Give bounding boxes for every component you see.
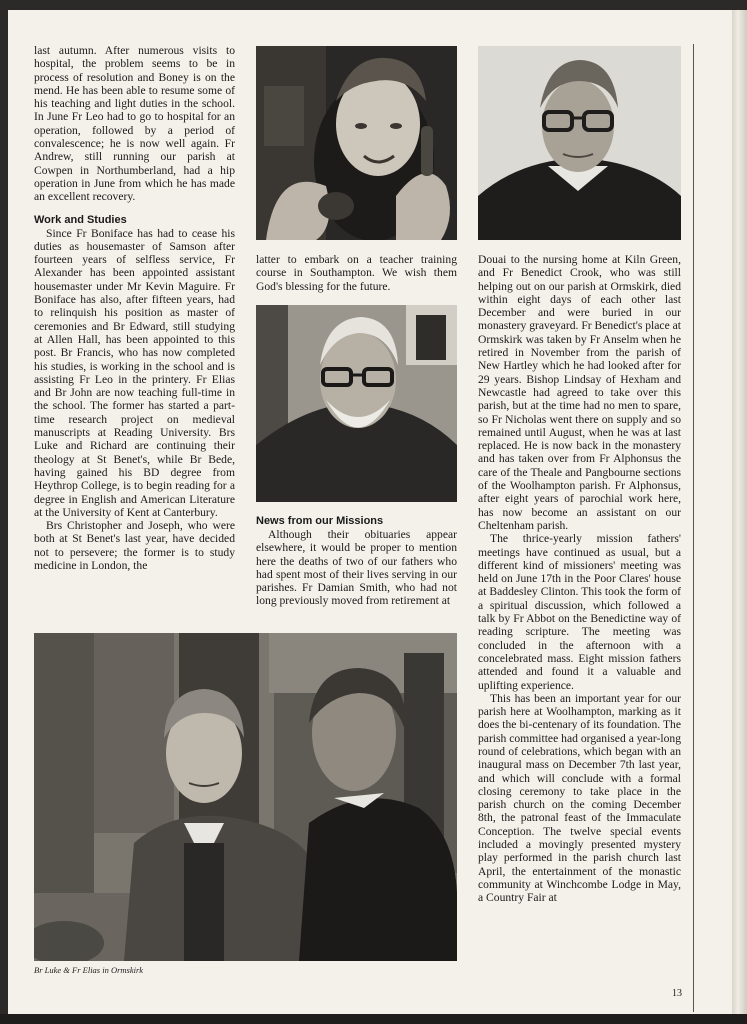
column-rule bbox=[693, 44, 694, 1012]
section-heading-work-studies: Work and Studies bbox=[34, 213, 127, 226]
column-1 bbox=[34, 44, 235, 572]
photo-elderly-man-glasses bbox=[478, 46, 681, 240]
column-3 bbox=[478, 253, 681, 905]
col1-paragraph-3: Brs Christopher and Joseph, who were both at St Benet's last year, have decided not to persevere; the former is to study medicine in London, the bbox=[34, 519, 235, 572]
column-2-top bbox=[256, 253, 457, 293]
photo-man-on-telephone bbox=[256, 46, 457, 240]
photo-caption: Br Luke & Fr Elias in Ormskirk bbox=[34, 965, 144, 975]
col3-paragraph-1: Douai to the nursing home at Kiln Green, and Fr Benedict Crook, who was still helping out on our parish at Ormskirk, died within eight days of each other last December and were buried in our monastery graveyard. Fr Benedict's place at Ormskirk was taken by Fr Anselm when he retired in November from the parish of New Hartley which he had looked after for 29 years. Bishop Lindsay of Hexham and Newcastle had agreed to take over this parish, but at the time had no men to spare, so Fr Nicholas went there on supply and so remained until August, when he was at last replaced. He is now back in the monastery and has taken over from Fr Alphonsus the care of the Theale and Pangbourne sections of the Woolhampton parish. Fr Alphonsus, after eight years of parochial work here, has now become an assistant on our Cheltenham parish. bbox=[478, 253, 681, 532]
col3-paragraph-3: This has been an important year for our parish here at Woolhampton, marking as it does the bi-centenary of its foundation. The parish committee had organised a year-long round of celebrations, which began with an inaugural mass on December 7th last year, and which will conclude with a formal closing ceremony to take place in the parish church on the coming December 8th, the patronal feast of the Immaculate Conception. The twelve special events included a movingly presented mystery play performed in the parish church last April, the entertainment of the monastic community at Winchcombe Lodge in May, a Country Fair at bbox=[478, 691, 681, 905]
photo-br-luke-fr-elias bbox=[34, 633, 457, 961]
page-number: 13 bbox=[672, 988, 682, 999]
column-2-bottom bbox=[256, 505, 457, 608]
section-heading-missions: News from our Missions bbox=[256, 515, 384, 527]
col3-paragraph-2: The thrice-yearly mission fathers' meetings have continued as usual, but a different kind of missioners' meeting was held on June 17th in the Poor Clares' house at Baddesley Clinton. This took the form of a spiritual discussion, which followed a talk by Fr Abbot on the Benedictine way of reading scripture. The meeting was concluded in the afternoon with a concelebrated mass. Eight mission fathers attended and found it a valuable and uplifting experience. bbox=[478, 532, 681, 692]
photo-bearded-man bbox=[256, 305, 457, 502]
col1-paragraph-2: Since Fr Boniface has had to cease his duties as housemaster of Samson after fourteen years of selfless service, Fr Alexander has been appointed assistant housemaster under Mr Kevin Maguire. Fr Boniface has also, after fifteen years, had to relinquish his position as master of ceremonies and Br Edward, still studying at Allen Hall, has been appointed to this post. Br Francis, who has now completed his studies, is working in the school and is assisting Fr Leo in the printery. Fr Elias and Br John are now teaching full-time in the school. The former has started a part-time research project on medieval manuscripts at Reading University. Brs Luke and Richard are continuing their theology at St Benet's, while Br Bede, having gained his BD degree from Heythrop College, is to begin reading for a degree in English and American Literature at the University of Kent at Canterbury. bbox=[34, 226, 235, 519]
col1-paragraph-1: last autumn. After numerous visits to hospital, the problem seems to be in process of resolution and Boney is on the mend. He has been able to resume some of his teaching and light duties in the school. In June Fr Leo had to go to hospital for an operation, followed by a period of convalescence; he is now well again. Fr Andrew, still running our parish at Cowpen in Northumberland, had a hip operation in June from which he has made an excellent recovery. bbox=[34, 44, 235, 204]
page-edge bbox=[732, 10, 747, 1024]
col2-paragraph-2: Although their obituaries appear elsewhere, it would be proper to mention here the deaths of two of our fathers who had spent most of their lives serving in our parishes. Fr Damian Smith, who had not long previously moved from retirement at bbox=[256, 528, 457, 608]
col2-paragraph-1: latter to embark on a teacher training course in Southampton. We wish them God's blessing for the future. bbox=[256, 253, 457, 293]
scan-border bbox=[0, 1014, 747, 1024]
